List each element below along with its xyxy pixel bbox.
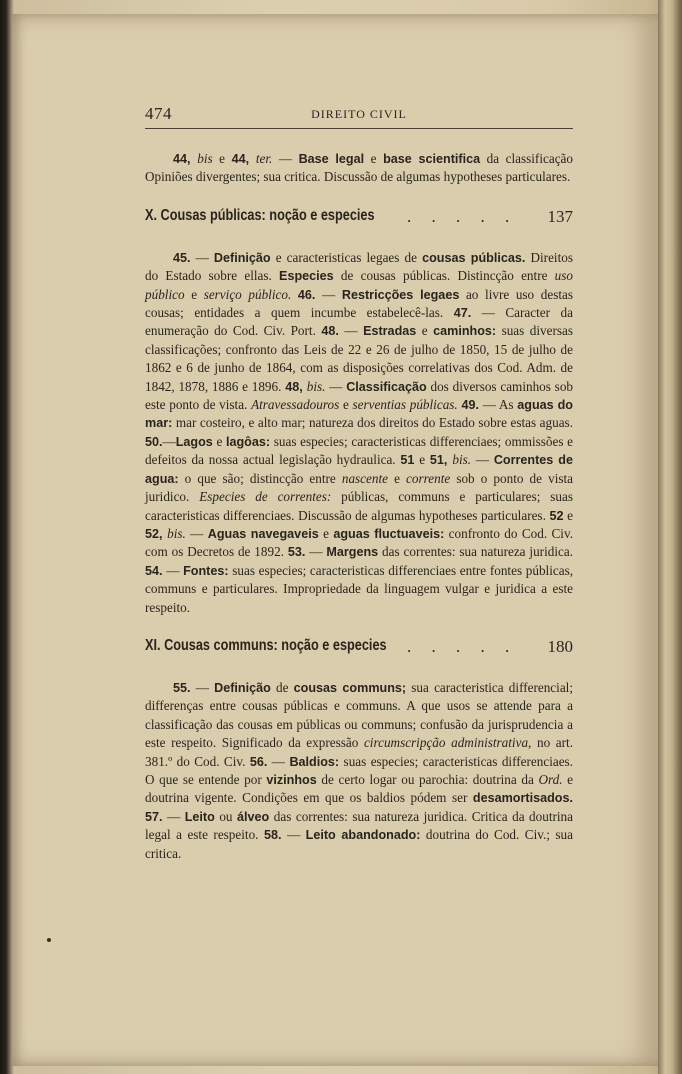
bold-run: aguas fluctuaveis: bbox=[333, 526, 445, 541]
bold-run: 48, bbox=[285, 379, 307, 394]
text-run: públicas, communs e particulares; suas caracteristicas differenciaes. Discussão de algumas hypotheses particulares. bbox=[145, 489, 574, 523]
italic-run: serventias públicas. bbox=[352, 397, 458, 413]
bold-run: 44, bbox=[231, 152, 256, 166]
header-rule bbox=[145, 128, 573, 129]
italic-run: circumscripção administrativa, bbox=[363, 735, 532, 751]
bold-run: 47. bbox=[453, 306, 472, 321]
text-run: — bbox=[272, 151, 299, 166]
text-run: suas especies; caracteristicas differenciaes entre fontes públicas, communs e particulares. Impropriedade da linguagem vulgar e juridica a este respeito. bbox=[145, 562, 574, 615]
text-run: ou bbox=[214, 808, 238, 824]
italic-run: corrente bbox=[406, 470, 451, 486]
text-run: sob o ponto de vista juridico. bbox=[145, 470, 574, 505]
italic-run: nascente bbox=[341, 470, 388, 486]
section-xi-leader: . . . . . bbox=[407, 636, 518, 656]
text-run: suas especies; caracteristicas differenciaes. O que se entende por bbox=[145, 753, 573, 787]
text-run: de cousas públicas. Distincção entre bbox=[333, 268, 555, 284]
italic-run: Atravessadouros bbox=[251, 397, 340, 413]
text-run: — As bbox=[478, 397, 518, 413]
italic-run: Especies de correntes: bbox=[199, 489, 332, 505]
text-run: e bbox=[318, 525, 334, 541]
text-run: doutrina do Cod. Civ.; sua critica. bbox=[145, 827, 574, 861]
text-run: — bbox=[190, 679, 215, 695]
bold-run: 56. bbox=[249, 754, 268, 769]
bold-run: Leito bbox=[184, 809, 215, 824]
bold-run: Margens bbox=[326, 545, 379, 560]
text-run: da classificação Opiniões divergentes; sua critica. Discussão de algumas hypotheses particulares. bbox=[145, 151, 573, 185]
bold-run: 48. bbox=[321, 324, 339, 339]
text-run: e bbox=[388, 470, 407, 486]
text-run: e bbox=[364, 151, 384, 166]
text-run: — bbox=[281, 827, 306, 843]
text-run: — Caracter da enumeração do Cod. Civ. Port. bbox=[145, 305, 573, 339]
text-run: suas especies; caracteristicas differenciaes; ommissões e defeitos da nossa actual legislação hydraulica. bbox=[145, 433, 574, 468]
text-run: e bbox=[212, 151, 232, 166]
section-xi-page: 180 bbox=[547, 636, 573, 656]
text-run: dos diversos caminhos sob este ponto de vista. bbox=[145, 378, 574, 413]
bold-run: 46. bbox=[297, 287, 316, 302]
text-run: — bbox=[325, 378, 347, 394]
bold-run: 52 bbox=[549, 508, 564, 523]
section-xi-heading bbox=[145, 637, 573, 661]
text-run: e doutrina vigente. Condições em que os baldios pódem ser bbox=[145, 771, 573, 806]
text-run: — bbox=[471, 452, 494, 468]
paragraph-44 bbox=[145, 150, 573, 187]
text-run: e bbox=[414, 452, 430, 468]
paragraph-55-58 bbox=[145, 679, 573, 863]
running-title: DIREITO CIVIL bbox=[311, 107, 407, 121]
text-run: o que são; distincção entre bbox=[178, 470, 342, 486]
section-xi-title: XI. Cousas communs: noção e especies bbox=[145, 636, 387, 654]
text-run: — bbox=[162, 808, 185, 824]
bold-run: Definição bbox=[214, 680, 271, 695]
bold-run: álveo bbox=[237, 809, 270, 824]
bold-run: 54. bbox=[145, 563, 163, 578]
italic-run: serviço público. bbox=[203, 286, 292, 302]
italic-run: uso público bbox=[145, 268, 573, 302]
section-x-heading bbox=[145, 207, 573, 231]
bold-run: 49. bbox=[461, 398, 479, 413]
section-x-page: 137 bbox=[547, 206, 573, 226]
bold-run: 57. bbox=[145, 809, 163, 824]
bold-run: lagôas: bbox=[225, 434, 271, 449]
bold-run: base scientifica bbox=[383, 152, 481, 166]
bold-run: vizinhos bbox=[266, 772, 317, 787]
text-run: de bbox=[270, 679, 294, 695]
bold-run: 51 bbox=[400, 453, 415, 468]
text-run: e bbox=[184, 286, 204, 302]
bold-run: aguas do mar: bbox=[145, 398, 573, 431]
page-header bbox=[145, 104, 573, 126]
text-run: de certo logar ou parochia: doutrina da bbox=[316, 771, 539, 787]
text-run: e bbox=[339, 397, 353, 413]
bold-run: Baldios: bbox=[289, 754, 340, 769]
bold-run: caminhos: bbox=[433, 324, 497, 339]
bold-run: 58. bbox=[263, 828, 282, 843]
text-run: — bbox=[162, 562, 184, 578]
text-run: Direitos do Estado sobre ellas. bbox=[145, 249, 573, 284]
text-run: — bbox=[305, 544, 327, 560]
page-edge bbox=[658, 0, 682, 1074]
bold-run: 50. bbox=[145, 434, 163, 449]
italic-run: bis bbox=[197, 151, 213, 166]
text-run: e bbox=[212, 433, 226, 449]
italic-run: bis. bbox=[452, 452, 472, 468]
bold-run: Restricções legaes bbox=[341, 287, 460, 302]
bold-run: 45. bbox=[173, 250, 191, 265]
italic-run: bis. bbox=[306, 378, 326, 394]
bold-run: Base legal bbox=[298, 152, 365, 166]
bold-run: Classificação bbox=[346, 379, 427, 394]
page-body bbox=[145, 150, 573, 863]
text-run: das correntes: sua natureza juridica. bbox=[378, 544, 573, 560]
italic-run: bis. bbox=[167, 525, 186, 541]
text-run: e bbox=[563, 507, 573, 523]
italic-run: Ord. bbox=[538, 771, 563, 787]
text-run: e caracteristicas legaes de bbox=[270, 249, 423, 265]
bold-run: Fontes: bbox=[183, 563, 229, 578]
text-run: — bbox=[338, 323, 364, 339]
bold-run: Lagos bbox=[175, 434, 213, 449]
bold-run: cousas públicas. bbox=[422, 250, 526, 265]
bold-run: 55. bbox=[173, 680, 191, 695]
italic-run: ter. bbox=[255, 151, 273, 166]
bold-run: Definição bbox=[213, 250, 271, 265]
text-run: das correntes: sua natureza juridica. Critica da doutrina legal a este respeito. bbox=[145, 808, 574, 843]
margin-spot bbox=[47, 938, 51, 942]
section-x-leader: . . . . . bbox=[407, 206, 518, 226]
text-run: confronto do Cod. Civ. com os Decretos de 1892. bbox=[145, 525, 574, 560]
text-run: — bbox=[190, 249, 214, 265]
text-run bbox=[291, 287, 298, 302]
text-run: e bbox=[416, 323, 434, 339]
bold-run: desamortisados. bbox=[472, 791, 573, 806]
text-run: — bbox=[162, 433, 176, 449]
bold-run: Especies bbox=[279, 269, 334, 284]
text-run: sua caracteristica differencial; differenças entre cousas públicas e communs. A que usos se attende para a classificação das cousas em públicas ou communs; confusão da jurisprudencia a este respeito. Significado da expressão bbox=[145, 679, 574, 751]
text-run: mar costeiro, e alto mar; natureza dos direitos do Estado sobre estas aguas. bbox=[172, 415, 573, 431]
text-run: — bbox=[185, 525, 208, 541]
text-run: suas diversas classificações; confronto das Leis de 22 e 26 de julho de 1850, 15 de julho de 1862 e 6 de junho de 1864, com as disposições correlativas dos Cod. Adm. de 1842, 1878, 1886 e 1896. bbox=[145, 323, 573, 394]
text-run: ao livre uso destas cousas; entidades a quem incumbe estabelecê-las. bbox=[145, 286, 574, 321]
bold-run: 51, bbox=[429, 453, 453, 468]
bold-run: cousas communs; bbox=[293, 680, 407, 695]
bold-run: 53. bbox=[287, 545, 306, 560]
bold-run: Leito abandonado: bbox=[305, 828, 421, 843]
text-run: no art. 381.º do Cod. Civ. bbox=[145, 735, 573, 769]
bold-run: Aguas navegaveis bbox=[207, 526, 319, 541]
section-x-title: X. Cousas públicas: noção e especies bbox=[145, 206, 375, 224]
paragraph-45-54 bbox=[145, 249, 573, 617]
text-run: — bbox=[315, 286, 342, 302]
bold-run: Correntes de agua: bbox=[145, 453, 574, 486]
bold-run: Estradas bbox=[363, 324, 417, 339]
bold-run: 52, bbox=[145, 526, 168, 541]
page-number: 474 bbox=[145, 104, 172, 123]
bold-run: 44, bbox=[173, 152, 198, 166]
text-run: — bbox=[267, 753, 290, 769]
